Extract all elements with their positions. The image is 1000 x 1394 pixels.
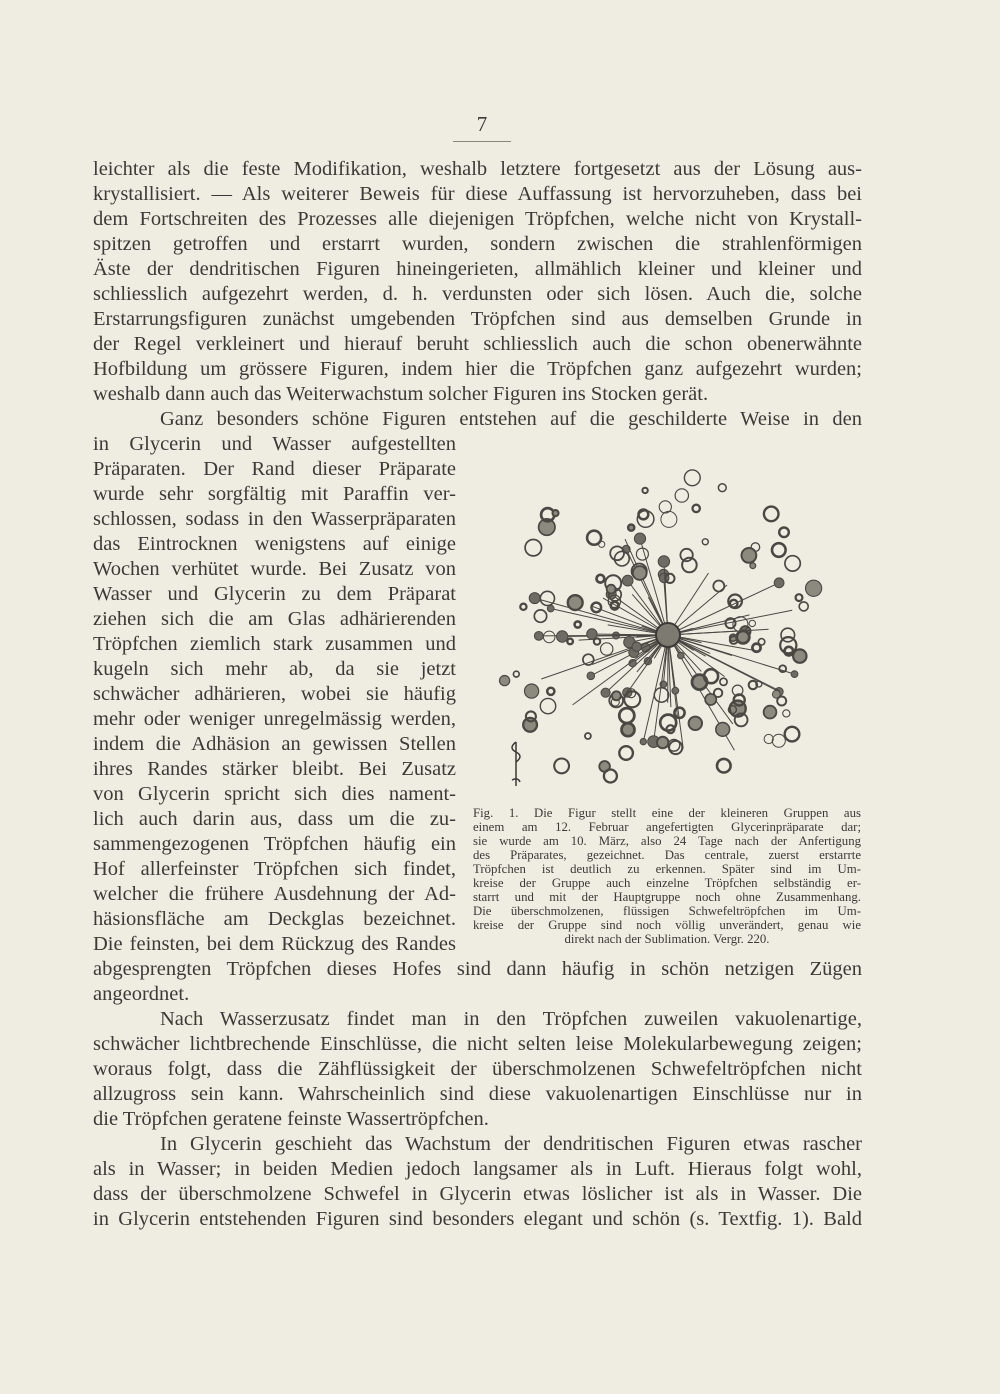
text-line: dass der überschmolzene Schwefel in Glycerin etwas löslicher ist als in Wasser. Die xyxy=(93,1183,862,1205)
droplet xyxy=(772,543,786,557)
crystal-tip xyxy=(774,578,784,588)
droplet xyxy=(525,540,541,556)
droplet xyxy=(783,710,790,717)
figure-caption-line: einem am 12. Februar angefertigten Glycerinpräparate dar; xyxy=(473,820,861,834)
crystal-tip xyxy=(658,556,669,567)
crystal-tip xyxy=(534,632,543,641)
figure-caption-line: Fig. 1. Die Figur stellt eine der kleineren Gruppen aus xyxy=(473,806,861,820)
droplet xyxy=(585,733,591,739)
droplet xyxy=(543,631,555,643)
side-text-line: indem die Adhäsion an gewissen Stellen xyxy=(93,733,456,755)
droplet xyxy=(779,528,789,538)
dendrite-ray xyxy=(625,539,668,635)
sulfur-crystal-figure xyxy=(485,440,865,800)
droplet xyxy=(520,604,526,610)
central-droplet xyxy=(656,623,680,647)
droplet xyxy=(583,654,594,665)
droplet xyxy=(611,602,619,610)
text-line: schwächer lichtbrechende Einschlüsse, die nicht selten leise Molekularbewegung zeigen; xyxy=(93,1033,862,1055)
text-line: Erstarrungsfiguren zunächst umgebenden Tröpfchen sind aus demselben Grunde in xyxy=(93,308,862,330)
droplet xyxy=(587,531,601,545)
droplet xyxy=(553,510,559,516)
side-text-line: kugeln sich mehr ab, da sie jetzt xyxy=(93,658,456,680)
droplet xyxy=(661,511,677,527)
figure-caption-line: des Präparates, gezeichnet. Das centrale, zuerst erstarrte xyxy=(473,848,861,862)
droplet xyxy=(750,563,756,569)
droplet xyxy=(796,594,803,601)
droplet xyxy=(607,585,616,594)
crystal-tip xyxy=(640,738,646,744)
droplet xyxy=(525,684,539,698)
crystal-tip xyxy=(587,672,595,680)
droplet xyxy=(749,620,755,626)
droplet xyxy=(594,638,600,644)
droplet xyxy=(633,566,647,580)
figure-caption-line: direkt nach der Sublimation. Vergr. 220. xyxy=(564,932,770,946)
droplet xyxy=(718,484,726,492)
text-line: krystallisiert. — Als weiterer Beweis für diese Auffassung ist hervorzuheben, dass bei xyxy=(93,183,862,205)
side-text-line: schlossen, sodass in den Wasserpräparaten xyxy=(93,508,456,530)
droplet xyxy=(575,621,581,627)
droplet xyxy=(780,637,796,653)
droplet xyxy=(554,759,569,774)
side-text-line: Wochen verhütet wurde. Bei Zusatz von xyxy=(93,558,456,580)
crystal-tip xyxy=(791,671,798,678)
droplet xyxy=(597,575,605,583)
droplet xyxy=(779,665,786,672)
side-text-line: mehr oder weniger unregelmässig werden, xyxy=(93,708,456,730)
text-line: in Glycerin entstehenden Figuren sind besonders elegant und schön (s. Textfig. 1). Bald xyxy=(93,1208,862,1230)
droplet xyxy=(674,708,684,718)
droplet xyxy=(764,706,777,719)
droplet xyxy=(601,643,613,655)
side-text-line: Präparaten. Der Rand dieser Präparate xyxy=(93,458,456,480)
droplet xyxy=(693,505,700,512)
droplet xyxy=(628,525,634,531)
droplet xyxy=(642,488,647,493)
droplet xyxy=(777,697,786,706)
side-text-line: ihres Randes stärker bleibt. Bei Zusatz xyxy=(93,758,456,780)
side-text-line: Die feinsten, bei dem Rückzug des Randes xyxy=(93,933,456,955)
droplet xyxy=(752,644,760,652)
droplet xyxy=(540,698,555,713)
text-line: leichter als die feste Modifikation, weshalb letztere fortgesetzt aus der Lösung aus- xyxy=(93,158,862,180)
droplet xyxy=(713,581,724,592)
droplet xyxy=(793,649,806,662)
text-line: Äste der dendritischen Figuren hineingerieten, allmählich kleiner und kleiner und xyxy=(93,258,862,280)
text-line: schliesslich aufgezehrt werden, d. h. verdunsten oder sich lösen. Auch die, solche xyxy=(93,283,862,305)
dendrite-ray xyxy=(535,598,668,635)
side-text-line: Tröpfchen ziemlich stark zusammen und xyxy=(93,633,456,655)
side-text-line: Wasser und Glycerin zu dem Präparat xyxy=(93,583,456,605)
droplet xyxy=(604,770,617,783)
dendrite-ray xyxy=(668,635,780,691)
figure-caption-line: kreise der Gruppe auch einzelne Tröpfchen selbständig er- xyxy=(473,876,861,890)
droplet xyxy=(619,746,633,760)
text-line: Ganz besonders schöne Figuren entstehen auf die geschilderte Weise in den xyxy=(160,408,862,430)
droplet xyxy=(622,723,635,736)
droplet xyxy=(619,708,634,723)
side-text-line: welcher die frühere Ausdehnung der Ad- xyxy=(93,883,456,905)
crystal-tip xyxy=(672,687,679,694)
crystal-tip xyxy=(601,688,610,697)
droplet xyxy=(547,688,554,695)
text-line: weshalb dann auch das Weiterwachstum solcher Figuren ins Stocken gerät. xyxy=(93,383,709,405)
side-text-line: ziehen sich die am Glas adhärierenden xyxy=(93,608,456,630)
side-text-line: schwächer adhärieren, wobei sie häufig xyxy=(93,683,456,705)
droplet xyxy=(785,556,800,571)
droplet xyxy=(785,727,800,742)
figure-caption-line: starrt und mit der Hauptgruppe noch ohne Zusammenhang. xyxy=(473,890,861,904)
figure-caption-line: kreise der Gruppe sind noch völlig unverändert, genau wie xyxy=(473,918,861,932)
side-text-line: das Eintrocknen wenigstens auf einige xyxy=(93,533,456,555)
text-line: angeordnet. xyxy=(93,983,190,1005)
figure-caption-line: Die überschmolzenen, flüssigen Schwefeltröpfchen im Um- xyxy=(473,904,861,918)
side-text-line: in Glycerin und Wasser aufgestellten xyxy=(93,433,456,455)
side-text-line: wurde sehr sorgfältig mit Paraffin ver- xyxy=(93,483,456,505)
droplet xyxy=(654,688,668,702)
droplet xyxy=(806,580,822,596)
droplet xyxy=(534,610,546,622)
droplet xyxy=(716,723,730,737)
droplet xyxy=(772,734,785,747)
droplet xyxy=(568,595,583,610)
text-line: spitzen getroffen und erstarrt wurden, sondern zwischen die strahlenförmigen xyxy=(93,233,862,255)
droplet xyxy=(705,694,716,705)
text-line: der Regel verkleinert und hierauf beruht schliesslich auch die schon obenerwähnte xyxy=(93,333,862,355)
page-number: 7 xyxy=(476,112,488,136)
crystal-tip xyxy=(557,631,568,642)
droplet xyxy=(513,671,519,677)
figure-caption-line: sie wurde am 10. März, also 24 Tage nach der Anfertigung xyxy=(473,834,861,848)
droplet xyxy=(742,548,757,563)
text-line: als in Wasser; in beiden Medien jedoch langsamer als in Luft. Hieraus folgt wohl, xyxy=(93,1158,862,1180)
droplet xyxy=(500,676,510,686)
side-text-line: lich auch darin aus, dass um die zu- xyxy=(93,808,456,830)
side-text-line: von Glycerin spricht sich dies nament- xyxy=(93,783,456,805)
droplet xyxy=(764,507,779,522)
droplet xyxy=(612,691,621,700)
droplet xyxy=(684,470,700,486)
side-text-line: häsionsfläche am Deckglas bezeichnet. xyxy=(93,908,456,930)
crystal-tip xyxy=(622,575,633,586)
crystal-tip xyxy=(678,652,685,659)
droplet xyxy=(799,602,808,611)
crystal-tip xyxy=(634,533,645,544)
droplet xyxy=(689,717,702,730)
droplet xyxy=(720,678,727,685)
droplet xyxy=(659,501,671,513)
droplet xyxy=(717,759,731,773)
text-line: allzugross sein kann. Wahrscheinlich sind diese vakuolenartigen Einschlüsse nur in xyxy=(93,1083,862,1105)
side-text-line: sammengezogenen Tröpfchen häufig ein xyxy=(93,833,456,855)
text-line: In Glycerin geschieht das Wachstum der dendritischen Figuren etwas rascher xyxy=(160,1133,862,1155)
droplet xyxy=(567,639,573,645)
droplet xyxy=(764,734,773,743)
text-line: Hofbildung um grössere Figuren, indem hier die Tröpfchen ganz aufgezehrt wurden; xyxy=(93,358,862,380)
text-line: dem Fortschreiten des Prozesses alle diejenigen Tröpfchen, welche nicht von Krystall- xyxy=(93,208,862,230)
side-text-line: Hof allerfeinster Tröpfchen sich findet, xyxy=(93,858,456,880)
droplet xyxy=(702,539,708,545)
droplet xyxy=(540,591,554,605)
crystal-tip xyxy=(632,642,641,651)
text-line: abgesprengten Tröpfchen dieses Hofes sind dann häufig in schön netzigen Zügen xyxy=(93,958,862,980)
figure-marker-icon xyxy=(512,742,520,786)
text-line: Nach Wasserzusatz findet man in den Tröpfchen zuweilen vakuolenartige, xyxy=(160,1008,862,1030)
text-line: woraus folgt, dass die Zähflüssigkeit der überschmolzenen Schwefeltröpfchen nicht xyxy=(93,1058,862,1080)
page-number-rule xyxy=(453,141,511,142)
droplet xyxy=(704,669,718,683)
droplet xyxy=(737,631,750,644)
text-line: die Tröpfchen geratene feinste Wassertröpfchen. xyxy=(93,1108,489,1130)
droplet xyxy=(669,741,682,754)
droplet xyxy=(657,737,668,748)
droplet xyxy=(636,548,648,560)
droplet xyxy=(675,489,688,502)
figure-caption-line: Tröpfchen ist deutlich zu erkennen. Später sind im Um- xyxy=(473,862,861,876)
crystal-tip xyxy=(529,593,540,604)
